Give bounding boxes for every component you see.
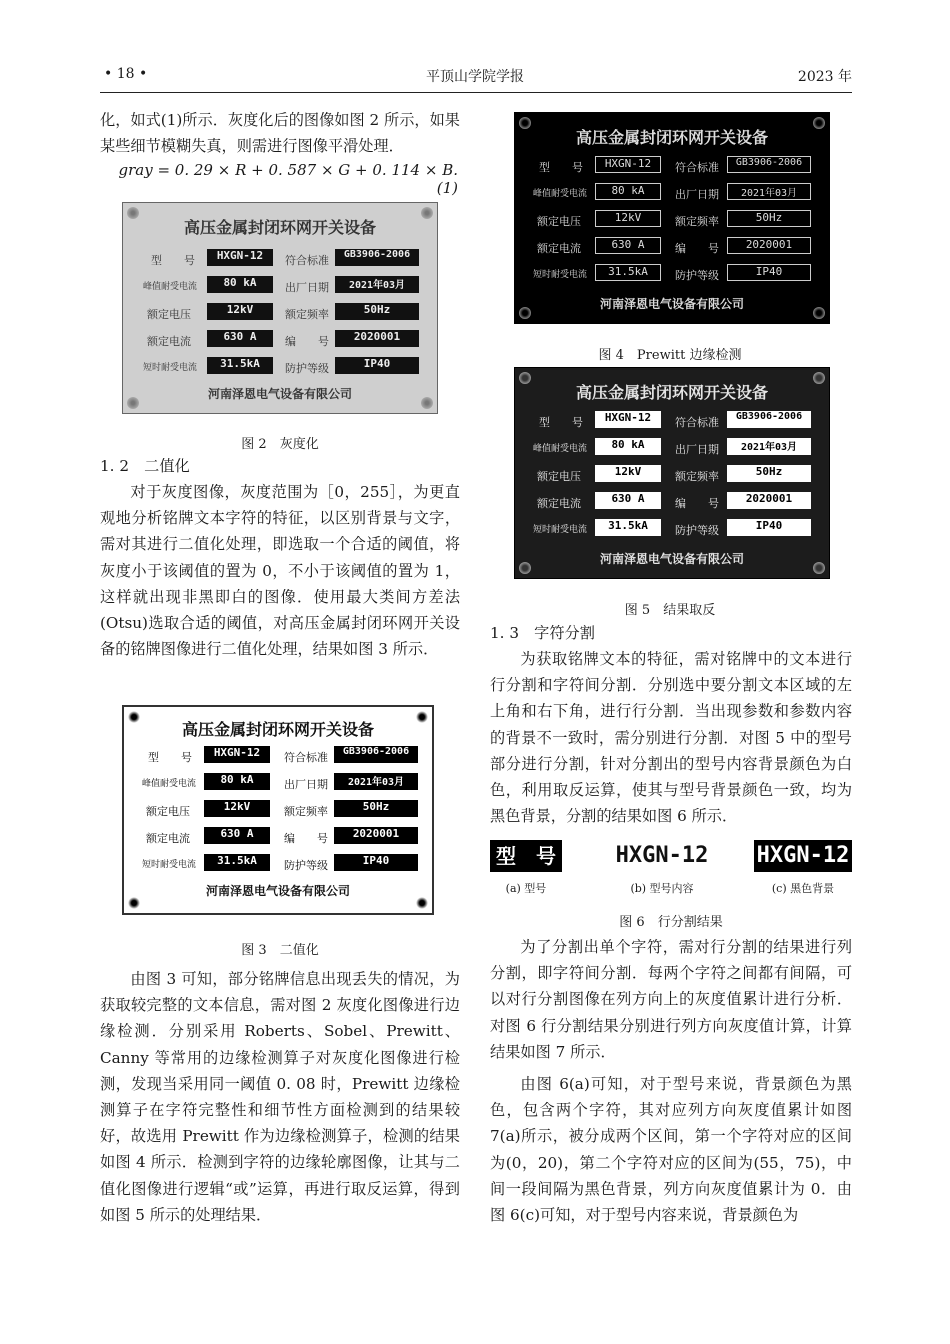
value-model: HXGN-12	[595, 156, 661, 173]
section-1-2-heading: 1. 2 二值化	[100, 457, 190, 475]
value-rated-voltage: 12kV	[207, 303, 273, 320]
value-protection: IP40	[334, 854, 418, 871]
figure-6a-model-label: 型 号	[490, 840, 562, 872]
nameplate-company: 河南泽恩电气设备有限公司	[599, 552, 744, 566]
label-model: 型 号	[148, 751, 192, 764]
value-serial: 2020001	[335, 330, 419, 347]
label-rated-voltage: 额定电压	[537, 470, 581, 483]
label-short-current: 短时耐受电流	[533, 525, 588, 535]
value-serial: 2020001	[334, 827, 418, 844]
value-rated-current: 630 A	[595, 492, 661, 509]
label-model: 型 号	[151, 254, 195, 267]
value-peak-current: 80 kA	[595, 183, 661, 200]
journal-year: 2023 年	[797, 69, 852, 85]
label-peak-current: 峰值耐受电流	[533, 189, 588, 199]
figure-4-caption: 图 4 Prewitt 边缘检测	[598, 348, 742, 363]
label-rated-voltage: 额定电压	[146, 805, 190, 818]
label-date: 出厂日期	[284, 778, 328, 791]
label-protection: 防护等级	[675, 524, 719, 537]
nameplate-company: 河南泽恩电气设备有限公司	[599, 297, 744, 311]
label-date: 出厂日期	[285, 281, 329, 294]
value-short-current: 31.5kA	[595, 264, 661, 281]
figure-2-grayscale-nameplate	[122, 202, 438, 414]
value-serial: 2020001	[727, 237, 811, 254]
label-peak-current: 峰值耐受电流	[142, 779, 197, 789]
value-peak-current: 80 kA	[204, 773, 270, 790]
value-standard: GB3906-2006	[335, 249, 419, 266]
page-number: • 18 •	[104, 66, 148, 82]
label-frequency: 额定频率	[284, 805, 328, 818]
label-serial: 编 号	[285, 335, 329, 348]
label-standard: 符合标准	[675, 416, 719, 429]
label-short-current: 短时耐受电流	[142, 860, 197, 870]
value-rated-current: 630 A	[595, 237, 661, 254]
value-serial: 2020001	[727, 492, 811, 509]
value-date: 2021年03月	[334, 773, 418, 790]
value-frequency: 50Hz	[334, 800, 418, 817]
value-protection: IP40	[335, 357, 419, 374]
label-rated-voltage: 额定电压	[537, 215, 581, 228]
paragraph-5: 为了分割出单个字符，需对行分割的结果进行列分割，即字符间分割．每两个字符之间都有间隔，可以对行分割图像在列方向上的灰度值累计进行分析．对图 6 行分割结果分别进行列方向灰度值计算，计算结果如图 7 所示．	[490, 938, 852, 1061]
paragraph-2: 对于灰度图像，灰度范围为［0，255］，为更直观地分析铭牌文本字符的特征，以区别背景与文字，需对其进行二值化处理，即选取一个合适的阈值，将灰度小于该阈值的置为 0，不小于该阈值的置为 1，这样就出现非黑即白的图像．使用最大类间方差法(Otsu)选取合适的阈值，对高压金属封闭环网开关设备的铭牌图像进行二值化处理，结果如图 3 所示．	[100, 483, 460, 659]
value-frequency: 50Hz	[335, 303, 419, 320]
value-model: HXGN-12	[207, 249, 273, 266]
value-short-current: 31.5kA	[207, 357, 273, 374]
label-standard: 符合标准	[675, 161, 719, 174]
figure-5-inverted-nameplate	[514, 367, 830, 579]
label-rated-voltage: 额定电压	[147, 308, 191, 321]
header-rule	[100, 92, 852, 93]
label-short-current: 短时耐受电流	[533, 270, 588, 280]
label-rated-current: 额定电流	[537, 497, 581, 510]
value-protection: IP40	[727, 519, 811, 536]
label-protection: 防护等级	[285, 362, 329, 375]
label-serial: 编 号	[675, 242, 719, 255]
value-short-current: 31.5kA	[204, 854, 270, 871]
value-model: HXGN-12	[204, 746, 270, 763]
journal-title: 平顶山学院学报	[426, 69, 524, 85]
value-protection: IP40	[727, 264, 811, 281]
label-date: 出厂日期	[675, 443, 719, 456]
label-frequency: 额定频率	[285, 308, 329, 321]
value-rated-voltage: 12kV	[595, 465, 661, 482]
label-rated-current: 额定电流	[537, 242, 581, 255]
nameplate-title: 高压金属封闭环网开关设备	[575, 383, 768, 402]
value-frequency: 50Hz	[727, 210, 811, 227]
nameplate-company: 河南泽恩电气设备有限公司	[207, 387, 352, 401]
paragraph-4: 为获取铭牌文本的特征，需对铭牌中的文本进行行分割和字符间分割．分别选中要分割文本区域的左上角和右下角，进行行分割．当出现参数和参数内容的背景不一致时，需分别进行分割．对图 5 中的型号部分进行分割，针对分割出的型号内容背景颜色为白色，利用取反运算，使其与型号背景颜色一致，均为黑色背景，分割的结果如图 6 所示．	[490, 650, 852, 826]
paragraph-6: 由图 6(a)可知，对于型号来说，背景颜色为黑色，包含两个字符，其对应列方向灰度值累计如图 7(a)所示，被分成两个区间，第一个字符对应的区间为(0，20)，第二个字符对应的区间为(55，75)，中间一段间隔为黑色背景，列方向灰度值累计为 0．由图 6(c)可知，对于型号内容来说，背景颜色为	[490, 1075, 852, 1225]
nameplate-company: 河南泽恩电气设备有限公司	[205, 884, 350, 898]
value-standard: GB3906-2006	[727, 411, 811, 428]
figure-6-caption: 图 6 行分割结果	[619, 915, 723, 930]
value-short-current: 31.5kA	[595, 519, 661, 536]
figure-6a-label: (a) 型号	[505, 882, 547, 895]
section-1-3-heading: 1. 3 字符分割	[490, 624, 595, 642]
figure-6b-model-content: HXGN-12	[608, 842, 716, 870]
label-serial: 编 号	[675, 497, 719, 510]
label-serial: 编 号	[284, 832, 328, 845]
figure-3-caption: 图 3 二值化	[241, 943, 319, 958]
label-date: 出厂日期	[675, 188, 719, 201]
label-protection: 防护等级	[675, 269, 719, 282]
label-protection: 防护等级	[284, 859, 328, 872]
nameplate-title: 高压金属封闭环网开关设备	[183, 218, 376, 237]
value-peak-current: 80 kA	[595, 438, 661, 455]
label-standard: 符合标准	[284, 751, 328, 764]
figure-6b-label: (b) 型号内容	[630, 882, 694, 895]
value-frequency: 50Hz	[727, 465, 811, 482]
value-rated-current: 630 A	[207, 330, 273, 347]
label-rated-current: 额定电流	[147, 335, 191, 348]
label-model: 型 号	[539, 161, 583, 174]
figure-3-binary-nameplate	[122, 705, 434, 915]
label-peak-current: 峰值耐受电流	[533, 444, 588, 454]
value-rated-voltage: 12kV	[204, 800, 270, 817]
nameplate-title: 高压金属封闭环网开关设备	[181, 720, 374, 739]
value-date: 2021年03月	[727, 438, 811, 455]
figure-4-prewitt-nameplate	[514, 112, 830, 324]
value-rated-current: 630 A	[204, 827, 270, 844]
value-standard: GB3906-2006	[727, 156, 811, 173]
value-model: HXGN-12	[595, 411, 661, 428]
figure-6c-black-background: HXGN-12	[754, 840, 852, 872]
label-peak-current: 峰值耐受电流	[143, 282, 198, 292]
value-date: 2021年03月	[727, 183, 811, 200]
figure-5-caption: 图 5 结果取反	[624, 603, 716, 618]
value-peak-current: 80 kA	[207, 276, 273, 293]
paragraph-3: 由图 3 可知，部分铭牌信息出现丢失的情况，为获取较完整的文本信息，需对图 2 灰度化图像进行边缘检测．分别采用 Roberts、Sobel、Prewitt、Canny 等常用的边缘检测算子对灰度化图像进行检测，发现当采用同一阈值 0. 08 时，Prewitt 边缘检测算子在字符完整性和细节性方面检测到的结果较好，故选用 Prewitt 作为边缘检测算子，检测的结果如图 4 所示．检测到字符的边缘轮廓图像，让其与二值化图像进行逻辑“或”运算，再进行取反运算，得到如图 5 所示的处理结果．	[100, 970, 460, 1224]
equation-1: gray = 0. 29 × R + 0. 587 × G + 0. 114 × B. (1)	[118, 161, 458, 198]
nameplate-title: 高压金属封闭环网开关设备	[575, 128, 768, 147]
paragraph-1: 化，如式(1)所示．灰度化后的图像如图 2 所示，如果某些细节模糊失真，则需进行图像平滑处理．	[100, 111, 460, 156]
label-model: 型 号	[539, 416, 583, 429]
value-date: 2021年03月	[335, 276, 419, 293]
label-frequency: 额定频率	[675, 470, 719, 483]
figure-6c-label: (c) 黑色背景	[771, 882, 835, 895]
label-standard: 符合标准	[285, 254, 329, 267]
value-standard: GB3906-2006	[334, 746, 418, 763]
label-short-current: 短时耐受电流	[143, 363, 198, 373]
label-frequency: 额定频率	[675, 215, 719, 228]
value-rated-voltage: 12kV	[595, 210, 661, 227]
figure-2-caption: 图 2 灰度化	[241, 437, 319, 452]
label-rated-current: 额定电流	[146, 832, 190, 845]
